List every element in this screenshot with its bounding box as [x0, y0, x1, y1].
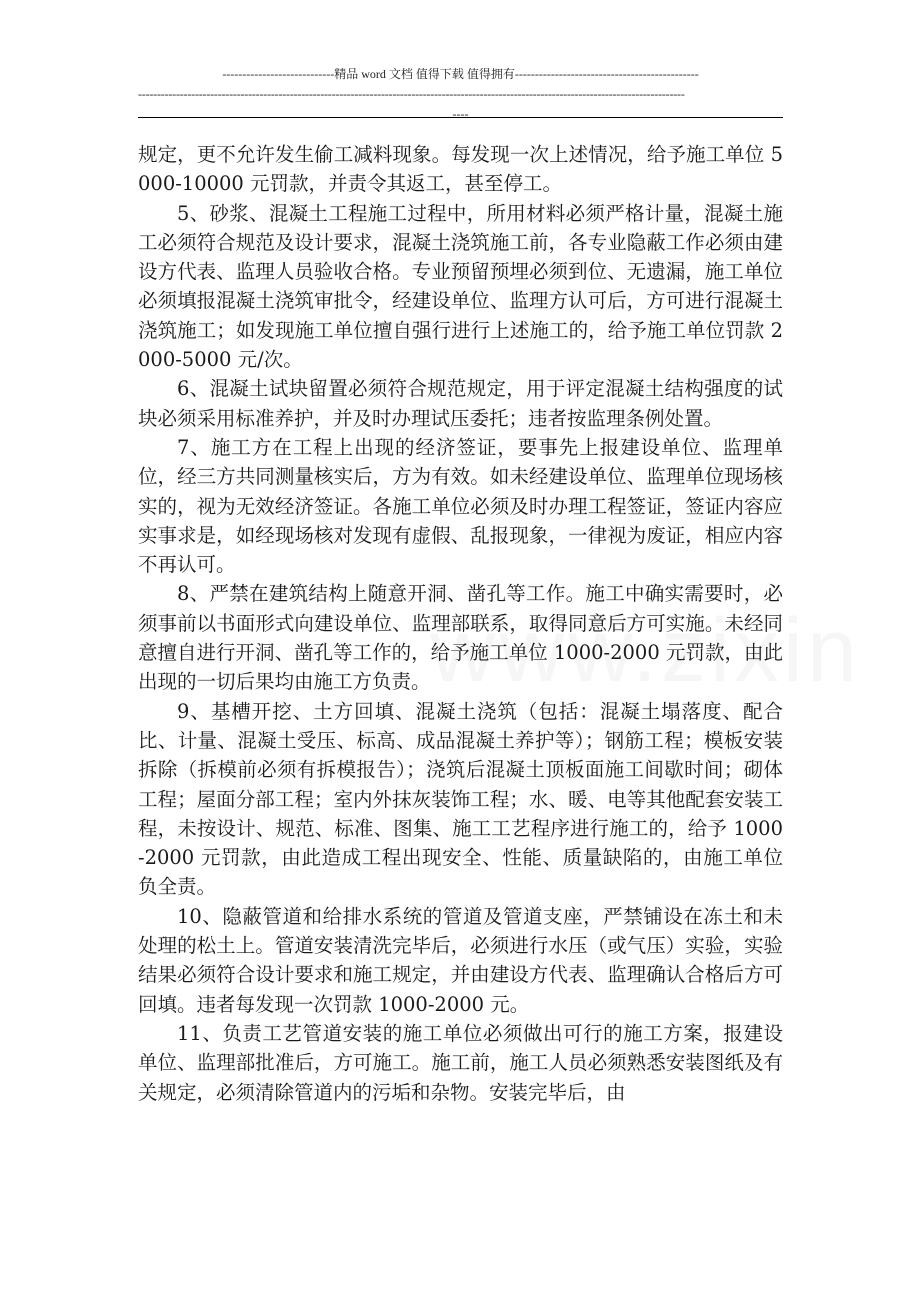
- header-dash-tail: ----: [452, 107, 469, 121]
- paragraph-continuation: 规定，更不允许发生偷工减料现象。每发现一次上述情况，给予施工单位 5000-10000 元罚款，并责令其返工，甚至停工。: [138, 143, 783, 196]
- header-banner: ----------------------------精品 word 文档 值得下载 值得拥有----------------------------------------------: [222, 67, 699, 81]
- header-dash-line: ------------------------------------------------------------------------------------------------------------------------------------------------: [138, 87, 685, 101]
- paragraph-item-7: 7、施工方在工程上出现的经济签证，要事先上报建设单位、监理单位，经三方共同测量核实后，方为有效。如未经建设单位、监理单位现场核实的，视为无效经济签证。各施工单位必须及时办理工程签证，签证内容应实事求是，如经现场核对发现有虚假、乱报现象，一律视为废证，相应内容不再认可。: [138, 435, 783, 577]
- header-divider: [138, 117, 783, 118]
- document-body: [138, 140, 783, 1107]
- page-header: [138, 64, 783, 124]
- paragraph-item-5: 5、砂浆、混凝土工程施工过程中，所用材料必须严格计量，混凝土施工必须符合规范及设计要求，混凝土浇筑施工前，各专业隐蔽工作必须由建设方代表、监理人员验收合格。专业预留预埋必须到位、无遗漏，施工单位必须填报混凝土浇筑审批令，经建设单位、监理方认可后，方可进行混凝土浇筑施工；如发现施工单位擅自强行进行上述施工的，给予施工单位罚款 2000-5000 元/次。: [138, 201, 783, 372]
- paragraph-item-8: 8、严禁在建筑结构上随意开洞、凿孔等工作。施工中确实需要时，必须事前以书面形式向建设单位、监理部联系，取得同意后方可实施。未经同意擅自进行开洞、凿孔等工作的，给予施工单位 1000-2000 元罚款，由此出现的一切后果均由施工方负责。: [138, 582, 783, 694]
- paragraph-item-11: 11、负责工艺管道安装的施工单位必须做出可行的施工方案，报建设单位、监理部批准后，方可施工。施工前，施工人员必须熟悉安装图纸及有关规定，必须清除管道内的污垢和杂物。安装完毕后，由: [138, 1021, 783, 1104]
- paragraph-item-10: 10、隐蔽管道和给排水系统的管道及管道支座，严禁铺设在冻土和未处理的松土上。管道安装清洗完毕后，必须进行水压（或气压）实验，实验结果必须符合设计要求和施工规定，并由建设方代表、监理确认合格后方可回填。违者每发现一次罚款 1000-2000 元。: [138, 904, 783, 1016]
- paragraph-item-6: 6、混凝土试块留置必须符合规范规定，用于评定混凝土结构强度的试块必须采用标准养护，并及时办理试压委托；违者按监理条例处置。: [138, 377, 783, 430]
- paragraph-item-9: 9、基槽开挖、土方回填、混凝土浇筑（包括：混凝土塌落度、配合比、计量、混凝土受压、标高、成品混凝土养护等）；钢筋工程；模板安装拆除（拆模前必须有拆模报告）；浇筑后混凝土顶板面施工间歇时间；砌体工程；屋面分部工程；室内外抹灰装饰工程；水、暖、电等其他配套安装工程，未按设计、规范、标准、图集、施工工艺程序进行施工的，给予 1000-2000 元罚款，由此造成工程出现安全、性能、质量缺陷的，由施工单位负全责。: [138, 699, 783, 899]
